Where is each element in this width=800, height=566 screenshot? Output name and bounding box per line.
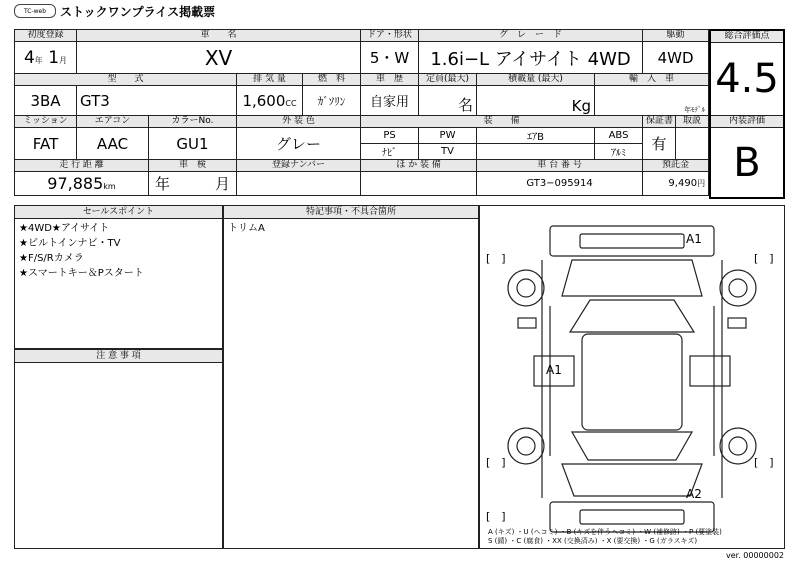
equip-pw: PW [419, 128, 477, 144]
month-unit: 月 [59, 55, 68, 65]
page-title: ストックワンプライス掲載票 [60, 4, 216, 19]
insp-month-unit: 月 [215, 175, 231, 193]
interior-score: B [733, 140, 761, 186]
tc-web-logo: TC-web [14, 4, 56, 18]
history-label: 車 歴 [361, 74, 419, 86]
mileage-value [15, 172, 149, 196]
inspection-label: 車 検 [149, 160, 237, 172]
capacity-unit: 名 [419, 86, 477, 116]
fuel-label: 燃 料 [303, 74, 361, 86]
fuel-value: ｶﾞｿﾘﾝ [303, 86, 361, 116]
mileage-number: 97,885 [47, 174, 104, 193]
plate-label: 登録ナンバー [237, 160, 361, 172]
drive-label: 駆動 [643, 30, 709, 42]
car-name-label: 車 名 [77, 30, 361, 42]
equip-empty [477, 144, 595, 160]
plate-value [237, 172, 361, 196]
aircon-label: エアコン [77, 116, 149, 128]
damage-mark-rear: A2 [686, 487, 702, 501]
mission-label: ミッション [15, 116, 77, 128]
first-reg-value [15, 42, 77, 74]
deposit-value [643, 172, 709, 196]
bracket-marker: [ ] [486, 252, 506, 265]
first-reg-month: 1 [48, 47, 60, 68]
notes-panel [223, 205, 479, 549]
displacement-label: 排 気 量 [237, 74, 303, 86]
chassis-value: GT3−095914 [477, 172, 643, 196]
legend-line: S (錆) ・C (腐食) ・XX (交換済み) ・X (要交換) ・G (ガラスキズ) [488, 537, 698, 545]
total-score: 4.5 [711, 43, 783, 116]
color-no-label: カラーNo. [149, 116, 237, 128]
manual-label: 取説 [676, 116, 709, 128]
mission-value: FAT [15, 128, 77, 160]
caution-panel [14, 349, 223, 549]
import-unit: 年ﾓﾃﾞﾙ [595, 86, 709, 116]
aircon-value: AAC [77, 128, 149, 160]
door-label: ドア・形状 [361, 30, 419, 42]
history-value: 自家用 [361, 86, 419, 116]
equip-ps: PS [361, 128, 419, 144]
yen-unit: 円 [697, 179, 706, 188]
inspection-value [149, 172, 237, 196]
bracket-marker: [ ] [486, 510, 506, 523]
grade-label: グ レ ー ド [419, 30, 643, 42]
header [14, 2, 215, 20]
car-diagram-svg [480, 206, 784, 548]
sales-points-panel [14, 205, 223, 349]
color-label: 外 装 色 [237, 116, 361, 128]
first-reg-label: 初度登録 [15, 30, 77, 42]
bracket-marker: [ ] [754, 456, 774, 469]
chassis-label: 車 台 番 号 [477, 160, 643, 172]
version-label: ver. 00000002 [725, 551, 784, 560]
sales-points-list [15, 219, 222, 283]
sales-point-item: ★スマートキー＆Pスタート [19, 268, 144, 279]
model-label: 型 式 [15, 74, 237, 86]
sales-point-item: ★4WD★アイサイト [19, 223, 110, 234]
car-name: XV [77, 42, 361, 74]
damage-mark-front: A1 [686, 232, 702, 246]
other-equip-label: ほ か 装 備 [361, 160, 477, 172]
displacement-number: 1,600 [242, 91, 286, 110]
load-label: 積載量 (最大) [477, 74, 595, 86]
load-unit: Kg [477, 86, 595, 116]
deposit-label: 預託金 [643, 160, 709, 172]
warranty-label: 保証書 [643, 116, 676, 128]
equipment-label: 装 備 [361, 116, 643, 128]
color-value: グレー [237, 128, 361, 160]
equip-tv: TV [419, 144, 477, 160]
other-equip-value [361, 172, 477, 196]
bracket-marker: [ ] [754, 252, 774, 265]
notes-text: トリムA [228, 223, 265, 234]
displacement-value [237, 86, 303, 116]
damage-mark-side: A1 [546, 363, 562, 377]
damage-diagram-panel [479, 205, 785, 549]
import-label: 輸 入 車 [595, 74, 709, 86]
manual-value [676, 128, 709, 160]
equip-alumi: ｱﾙﾐ [595, 144, 643, 160]
notes-label: 特記事項・不具合箇所 [224, 206, 478, 219]
insp-year-unit: 年 [154, 175, 170, 193]
mileage-label: 走 行 距 離 [15, 160, 149, 172]
first-reg-year: 4 [23, 47, 35, 68]
model-value: GT3 [77, 86, 237, 116]
equip-abs: ABS [595, 128, 643, 144]
grade-value: 1.6i−L アイサイト 4WD [419, 42, 643, 74]
sales-point-item: ★ビルトインナビ・TV [19, 238, 121, 249]
score-panel [709, 29, 785, 199]
total-score-label: 総合評価点 [711, 31, 783, 43]
year-unit: 年 [34, 55, 43, 65]
km-unit: km [103, 182, 116, 191]
cc-unit: CC [285, 98, 297, 108]
car-outline [508, 226, 756, 532]
sales-point-item: ★F/S/Rカメラ [19, 253, 84, 264]
drive-value: 4WD [643, 42, 709, 74]
model-prefix: 3BA [15, 86, 77, 116]
damage-legend [488, 528, 722, 546]
bracket-marker: [ ] [486, 456, 506, 469]
equip-airbag: ｴｱB [477, 128, 595, 144]
legend-line: A (キズ) ・U (ヘコミ) ・B (キズを伴うヘコミ) ・W (補修跡) ・P (要塗装) [488, 528, 722, 536]
capacity-label: 定員(最大) [419, 74, 477, 86]
interior-score-label: 内装評価 [711, 116, 783, 128]
sales-points-label: セールスポイント [15, 206, 222, 219]
equip-navi: ﾅﾋﾞ [361, 144, 419, 160]
door-value: 5・W [361, 42, 419, 74]
warranty-value: 有 [643, 128, 676, 160]
deposit-number: 9,490 [668, 178, 698, 189]
vehicle-info-table [14, 29, 709, 196]
color-no-value: GU1 [149, 128, 237, 160]
caution-label: 注 意 事 項 [15, 350, 222, 363]
